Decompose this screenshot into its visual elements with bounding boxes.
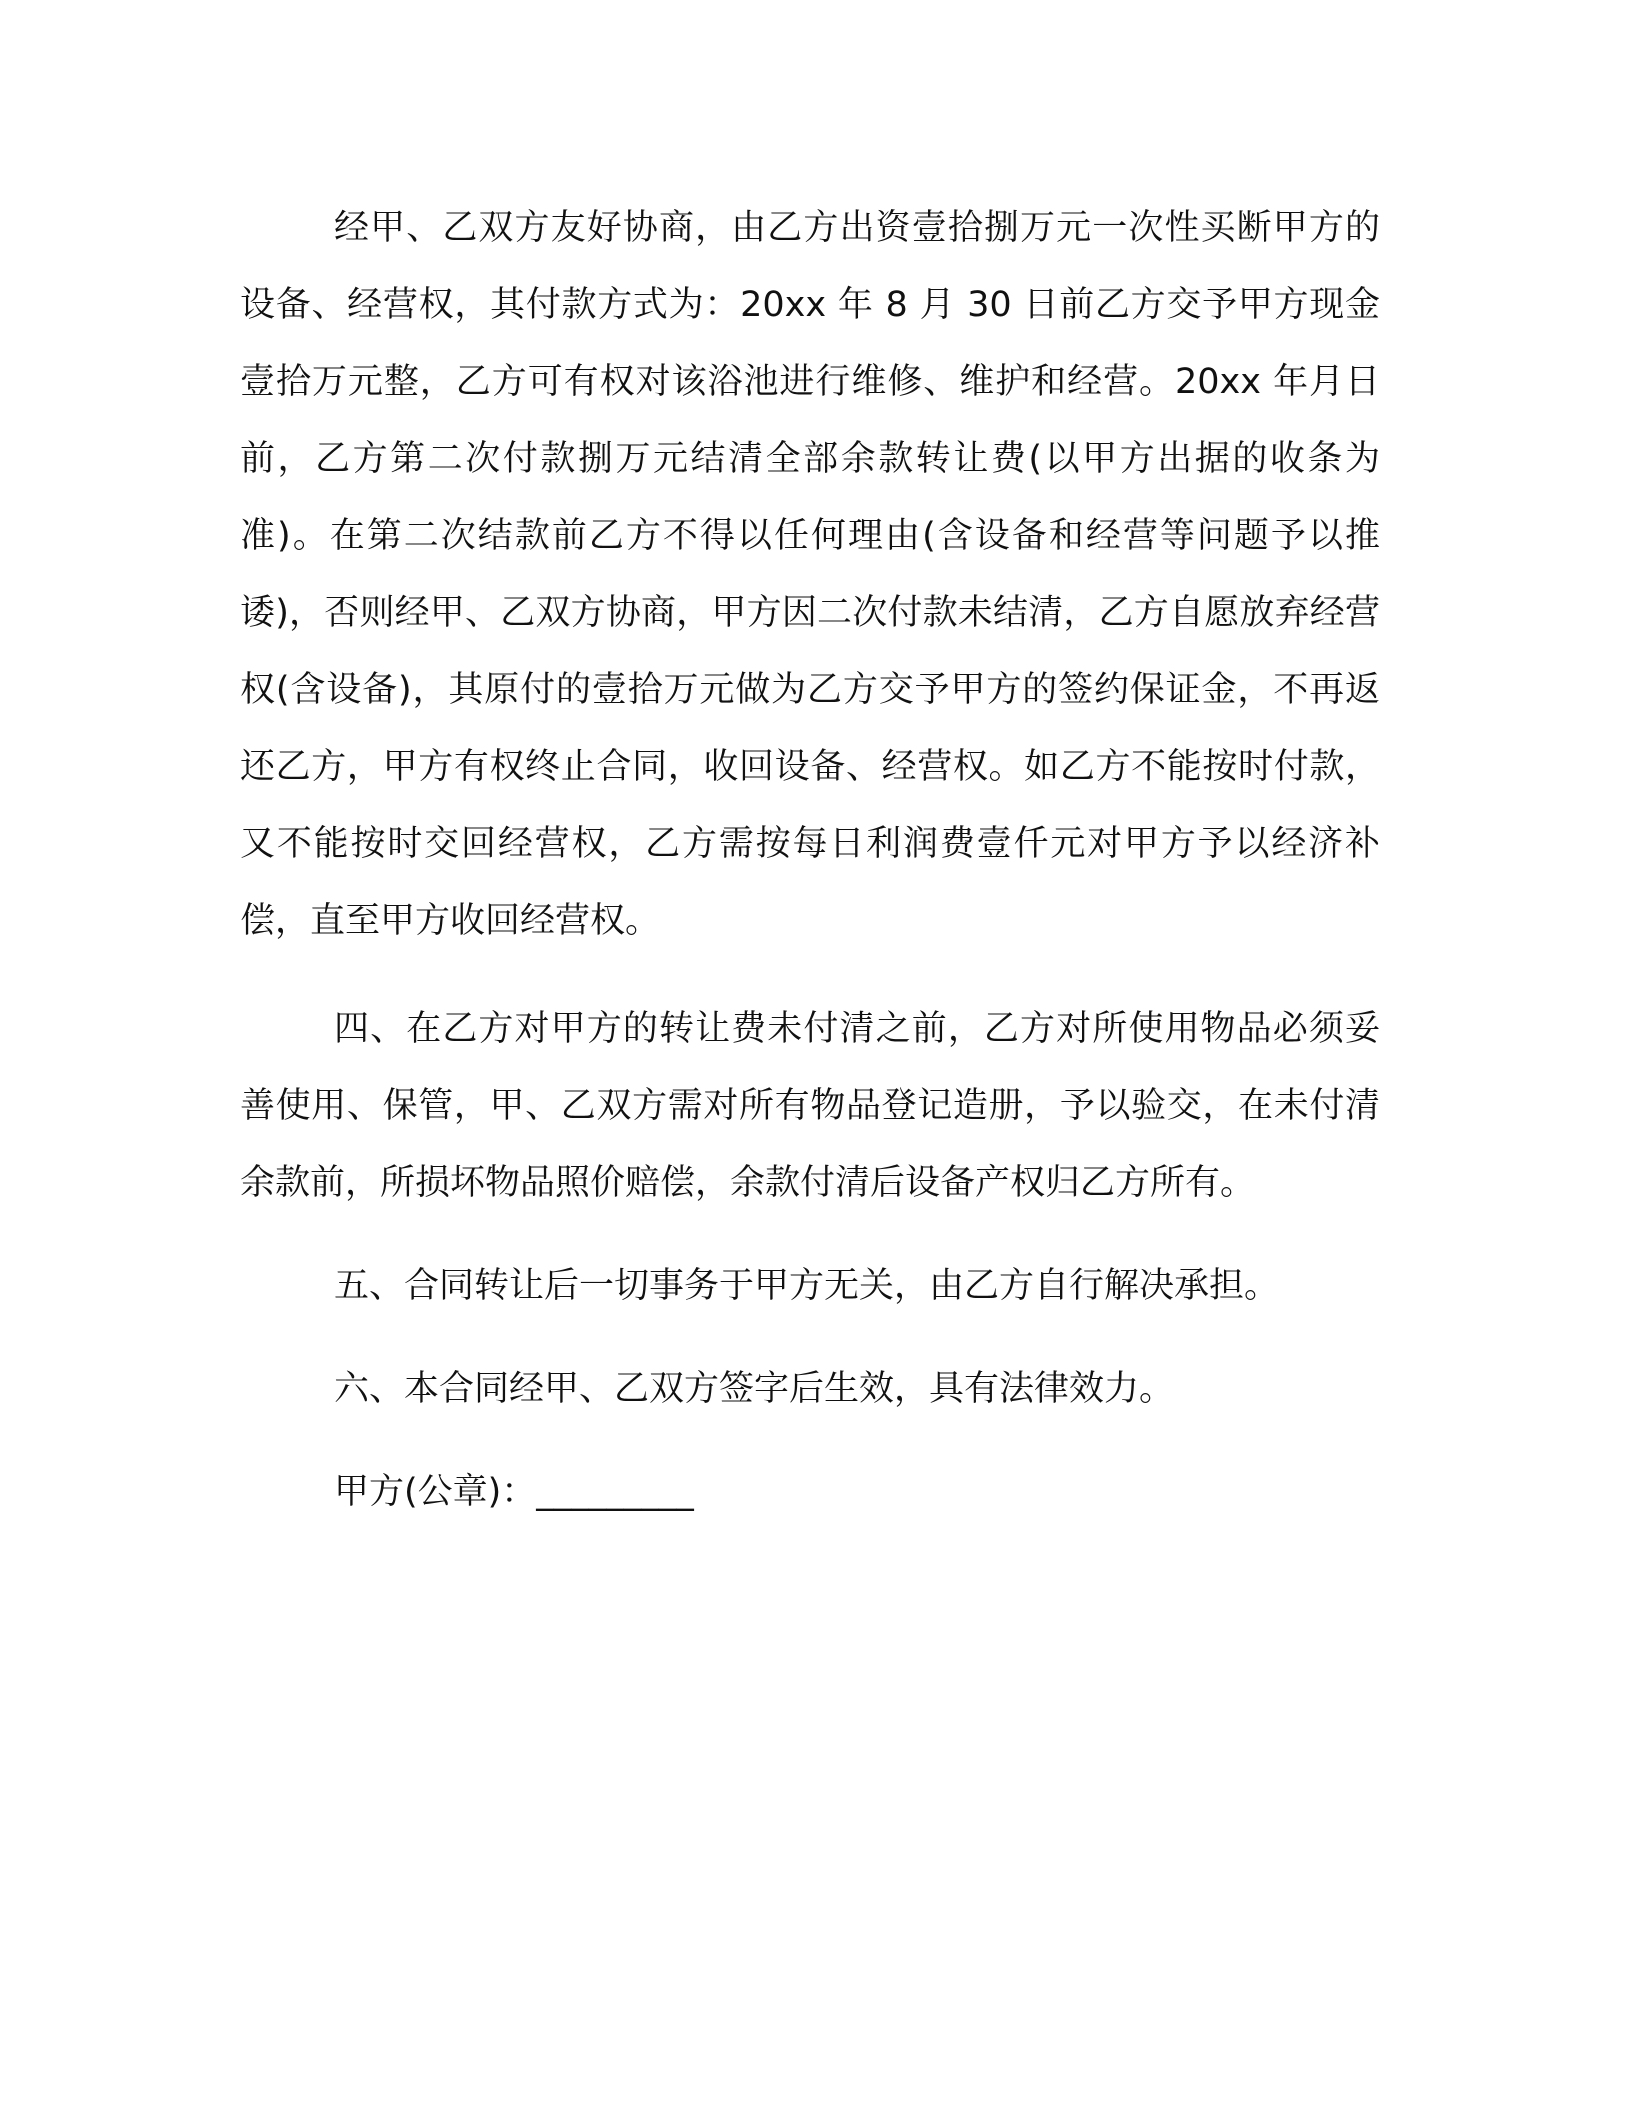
document-body (240, 190, 1380, 1531)
signature-line-party-a: 甲方(公章)：_________ (334, 1472, 694, 1512)
paragraph-clause-six: 六、本合同经甲、乙双方签字后生效，具有法律效力。 (334, 1369, 1175, 1409)
paragraph-payment-terms: 经甲、乙双方友好协商，由乙方出资壹拾捌万元一次性买断甲方的设备、经营权，其付款方式为：20xx 年 8 月 30 日前乙方交予甲方现金壹拾万元整，乙方可有权对该浴池进行维修、维护和经营。20xx 年月日前，乙方第二次付款捌万元结清全部余款转让费(以甲方出据的收条为准)。在第二次结款前乙方不得以任何理由(含设备和经营等问题予以推诿)，否则经甲、乙双方协商，甲方因二次付款未结清，乙方自愿放弃经营权(含设备)，其原付的壹拾万元做为乙方交予甲方的签约保证金，不再返还乙方，甲方有权终止合同，收回设备、经营权。如乙方不能按时付款，又不能按时交回经营权，乙方需按每日利润费壹仟元对甲方予以经济补偿，直至甲方收回经营权。 (240, 208, 1380, 941)
paragraph-clause-five: 五、合同转让后一切事务于甲方无关，由乙方自行解决承担。 (334, 1266, 1280, 1306)
paragraph-clause-four: 四、在乙方对甲方的转让费未付清之前，乙方对所使用物品必须妥善使用、保管，甲、乙双方需对所有物品登记造册，予以验交，在未付清余款前，所损坏物品照价赔偿，余款付清后设备产权归乙方所有。 (240, 1009, 1380, 1203)
